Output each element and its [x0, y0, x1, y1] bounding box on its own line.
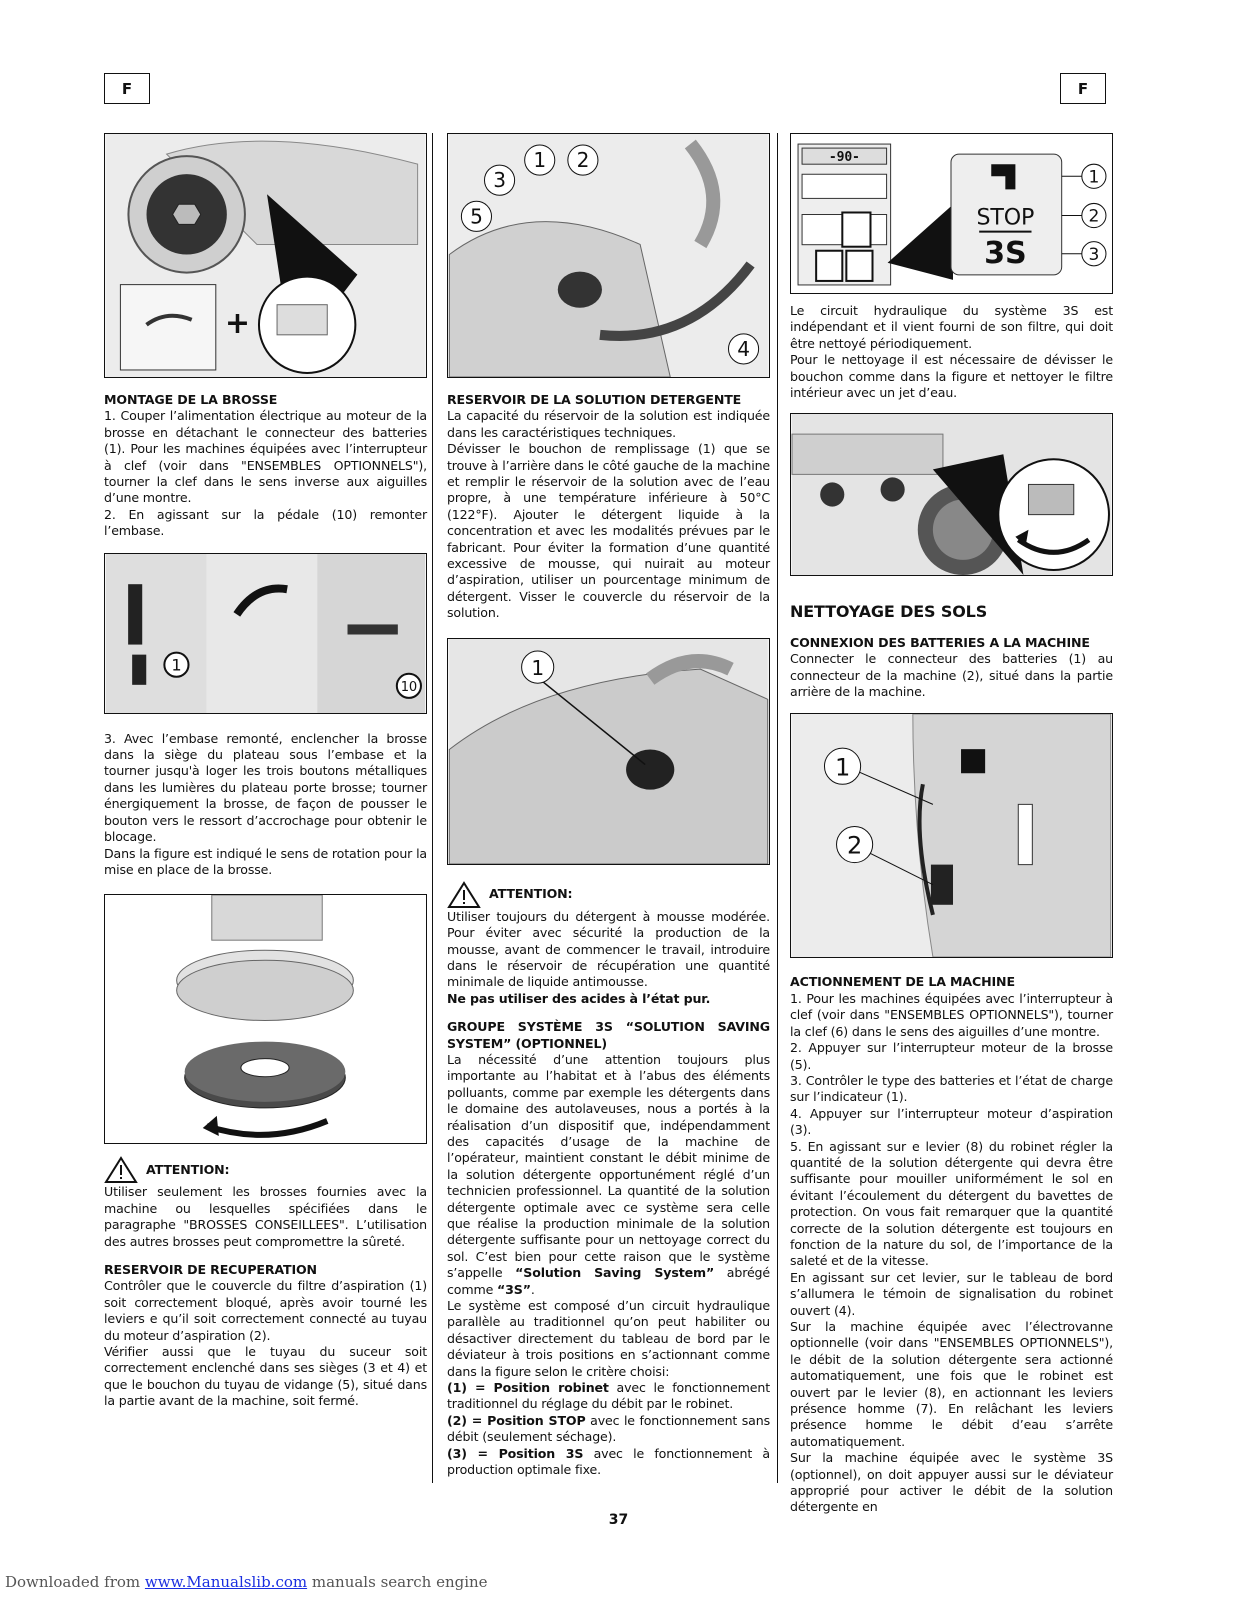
column-left [104, 133, 427, 1410]
callout-1: 1 [531, 655, 544, 680]
callout-1: 1 [834, 753, 851, 782]
attention-text: Utiliser seulement les brosses fournies avec la machine ou lesquelles spécifiées dans le paragraphe "BROSSES CONSEILLEES". L’utilisation des autres brosses peut compromettre la sûreté. [104, 1184, 427, 1249]
page-number: 37 [608, 1512, 629, 1528]
language-tag-left: F [104, 73, 150, 104]
paragraph: Dévisser le bouchon de remplissage (1) que se trouve à l’arrière dans le côté gauche de la machine et remplir le réservoir de la solution avec de l’eau propre, à une température inférieure à 50°C (122°F). Ajouter le détergent liquide à la concentration et avec les modalités prévues par le fabricant. Pour éviter la formation d’une quantité excessive de mousse, qui nuirait au moteur d’aspiration, utiliser un pourcentage minimum de détergent. Visser le couvercle du réservoir de la solution. [447, 441, 770, 621]
callout-1: 1 [533, 148, 547, 173]
warning-triangle-icon [447, 881, 481, 909]
paragraph: Le circuit hydraulique du système 3S est indépendant et il vient fourni de son filtre, qui doit être nettoyé périodiquement. [790, 303, 1113, 351]
brush-rotation-illustration [105, 895, 426, 1143]
paragraph: Sur la machine équipée avec le système 3S (optionnel), on doit appuyer aussi sur le déviateur approprié pour activer le débit de la solution détergente en [790, 1450, 1113, 1515]
paragraph: En agissant sur cet levier, sur le tableau de bord s’allumera le témoin de signalisation du robinet ouvert (4). [790, 1269, 1113, 1318]
paragraph: Vérifier aussi que le tuyau du suceur soit correctement enclenché dans ses sièges (3 et 4) et que le bouchon du tuyau de vidange (5), situé dans la partie avant de la machine, soit fermé. [104, 1343, 427, 1409]
filter-illustration [791, 414, 1112, 575]
battery-connector-figure [790, 713, 1113, 958]
list-item: 3. Contrôler le type des batteries et l’état de charge sur l’indicateur (1). [790, 1072, 1113, 1105]
position-1-text: (1) = Position robinet avec le fonctionnement traditionnel du réglage du débit par le robinet. [447, 1380, 770, 1412]
paragraph: La capacité du réservoir de la solution est indiquée dans les caractéristiques techniques. [447, 408, 770, 440]
filler-cap-illustration [448, 639, 769, 864]
section-title: ACTIONNEMENT DE LA MACHINE [790, 974, 1015, 990]
manualslib-link[interactable]: www.Manualslib.com [144, 1573, 308, 1591]
battery-connector-illustration [791, 714, 1112, 957]
attention-heading [447, 881, 770, 909]
filler-cap-figure [447, 638, 770, 865]
section-title: GROUPE SYSTÈME 3S “SOLUTION SAVING SYSTEM” (OPTIONNEL) [447, 1019, 770, 1051]
brush-mounting-figure [104, 133, 427, 378]
warning-triangle-icon [104, 1156, 138, 1184]
attention-title: ATTENTION: [146, 1162, 230, 1178]
callout-1: 1 [1088, 167, 1100, 188]
solution-tank-figure [447, 133, 770, 378]
attention-heading [104, 1156, 427, 1184]
callout-1: 1 [171, 655, 182, 675]
callout-4: 4 [737, 336, 750, 361]
solution-tank-illustration [448, 134, 769, 377]
list-item: 4. Appuyer sur l’interrupteur moteur d’aspiration (3). [790, 1105, 1113, 1138]
column-divider [432, 133, 433, 1483]
callout-2: 2 [1088, 206, 1100, 227]
position-3-text: (3) = Position 3S avec le fonctionnement à production optimale fixe. [447, 1445, 770, 1478]
footer-suffix: manuals search engine [307, 1573, 488, 1591]
battery-display: -90- [828, 150, 860, 166]
paragraph: Dans la figure est indiqué le sens de rotation pour la mise en place de la brosse. [104, 845, 427, 877]
section-title: RESERVOIR DE RECUPERATION [104, 1261, 317, 1277]
section-title: RESERVOIR DE LA SOLUTION DETERGENTE [447, 392, 742, 407]
callout-2: 2 [576, 148, 590, 173]
brush-pedal-illustration [105, 554, 426, 713]
attention-title: ATTENTION: [489, 886, 573, 902]
list-item: 5. En agissant sur e levier (8) du robinet régler la quantité de la solution détergente qui devra être suffisante pour mouiller uniformément le sol en évitant l’écoulement du détergent du bavettes de protection. On vous fait remarquer que la quantité correcte de la solution détergente est toujours en fonction de la nature du sol, de l’importance de la saleté et de la vitesse. [790, 1138, 1113, 1269]
download-footer [5, 1573, 488, 1591]
paragraph: Le système est composé d’un circuit hydraulique parallèle au traditionnel qu’on peut habiliter ou désactiver directement du tableau de bord par le déviateur à trois positions en s’actionnant comme dans la figure selon le critère choisi: [447, 1298, 770, 1379]
callout-5: 5 [470, 204, 483, 229]
column-right [790, 133, 1113, 1516]
attention-text: Utiliser toujours du détergent à mousse modérée. Pour éviter avec sécurité la production de la mousse, avant de commencer le travail, introduire dans le réservoir de récupération une quantité minimale de liquide antimousse. [447, 908, 770, 990]
brush-rotation-figure [104, 894, 427, 1144]
paragraph: Connecter le connecteur des batteries (1) au connecteur de la machine (2), situé dans la partie arrière de la machine. [790, 651, 1113, 700]
attention-warning-bold: Ne pas utiliser des acides à l’état pur. [447, 990, 711, 1006]
column-middle [447, 133, 770, 1479]
paragraph: Sur la machine équipée avec l’électrovanne optionnelle (voir dans "ENSEMBLES OPTIONNELS"), le débit de la solution détergente sera actionné automatiquement, une fois que le robinet est ouvert par le levier (8), en actionnant les leviers présence homme (7). En relâchant les leviers présence homme le débit d’eau s’arrête automatiquement. [790, 1319, 1113, 1449]
paragraph: Pour le nettoyage il est nécessaire de dévisser le bouchon comme dans la figure et nettoyer le filtre intérieur avec un jet d’eau. [790, 352, 1113, 401]
section-title: MONTAGE DE LA BROSSE [104, 392, 278, 407]
column-divider [777, 133, 778, 1483]
control-panel-illustration [791, 134, 1112, 293]
callout-10: 10 [400, 679, 418, 695]
paragraph: 3. Avec l’embase remonté, enclencher la brosse dans la siège du plateau sous l’embase et la tourner jusqu'à loger les trois boutons métalliques dans les lumières du plateau porte brosse; tourner énergiquement la brosse, de façon de pousser le bouton vers le ressort d’accrochage pour obtenir le blocage. [104, 730, 427, 845]
paragraph: 2. En agissant sur la pédale (10) remonter l’embase. [104, 506, 427, 539]
filter-figure [790, 413, 1113, 576]
paragraph: 1. Couper l’alimentation électrique au moteur de la brosse en détachant le connecteur des batteries (1). Pour les machines équipées avec l’interrupteur à clef (voir dans "ENSEMBLES OPTIONNELS"), tourner la clef dans le sens inverse aux aiguilles d’une montre. [104, 408, 427, 506]
plus-sign: + [224, 305, 250, 341]
paragraph: Contrôler que le couvercle du filtre d’aspiration (1) soit correctement bloqué, après avoir tourné les leviers e qu’il soit correctement connecté au tuyau du moteur d’aspiration (2). [104, 1278, 427, 1343]
callout-3: 3 [1088, 244, 1100, 265]
callout-3: 3 [493, 168, 506, 193]
control-panel-figure [790, 133, 1113, 294]
paragraph: La nécessité d’une attention toujours plus importante au l’habitat et à l’abus des éléments polluants, comme par exemple les détergents dans le domaine des autolaveuses, nous a portés à la réalisation d’un dispositif que, indépendamment des capacités d’usage de la machine de l’opérateur, maintient constant le débit minime de la solution détergente opportunément réglé d’un technicien professionnel. La quantité de la solution détergente optimale avec ce système sera celle que réalise la production minimale de la solution détergente suffisante pour un nettoyage correct du sol. C’est bien pour cette raison que le système s’appelle “Solution Saving System” abrégé comme “3S”. [447, 1051, 770, 1297]
section-title: CONNEXION DES BATTERIES A LA MACHINE [790, 634, 1090, 650]
list-item: 2. Appuyer sur l’interrupteur moteur de la brosse (5). [790, 1040, 1113, 1072]
main-heading: NETTOYAGE DES SOLS [790, 602, 988, 622]
position-2-text: (2) = Position STOP avec le fonctionnement sans débit (seulement séchage). [447, 1412, 770, 1445]
brush-pedal-figure [104, 553, 427, 714]
stop-label: STOP [976, 204, 1035, 231]
brush-mounting-illustration [105, 134, 426, 377]
footer-prefix: Downloaded from [5, 1573, 145, 1591]
callout-2: 2 [847, 832, 863, 861]
list-item: 1. Pour les machines équipées avec l’interrupteur à clef (voir dans "ENSEMBLES OPTIONNELS"), tourner la clef (6) dans le sens des aiguilles d’une montre. [790, 990, 1113, 1039]
3s-label: 3S [984, 235, 1027, 271]
language-tag-right: F [1060, 73, 1106, 104]
